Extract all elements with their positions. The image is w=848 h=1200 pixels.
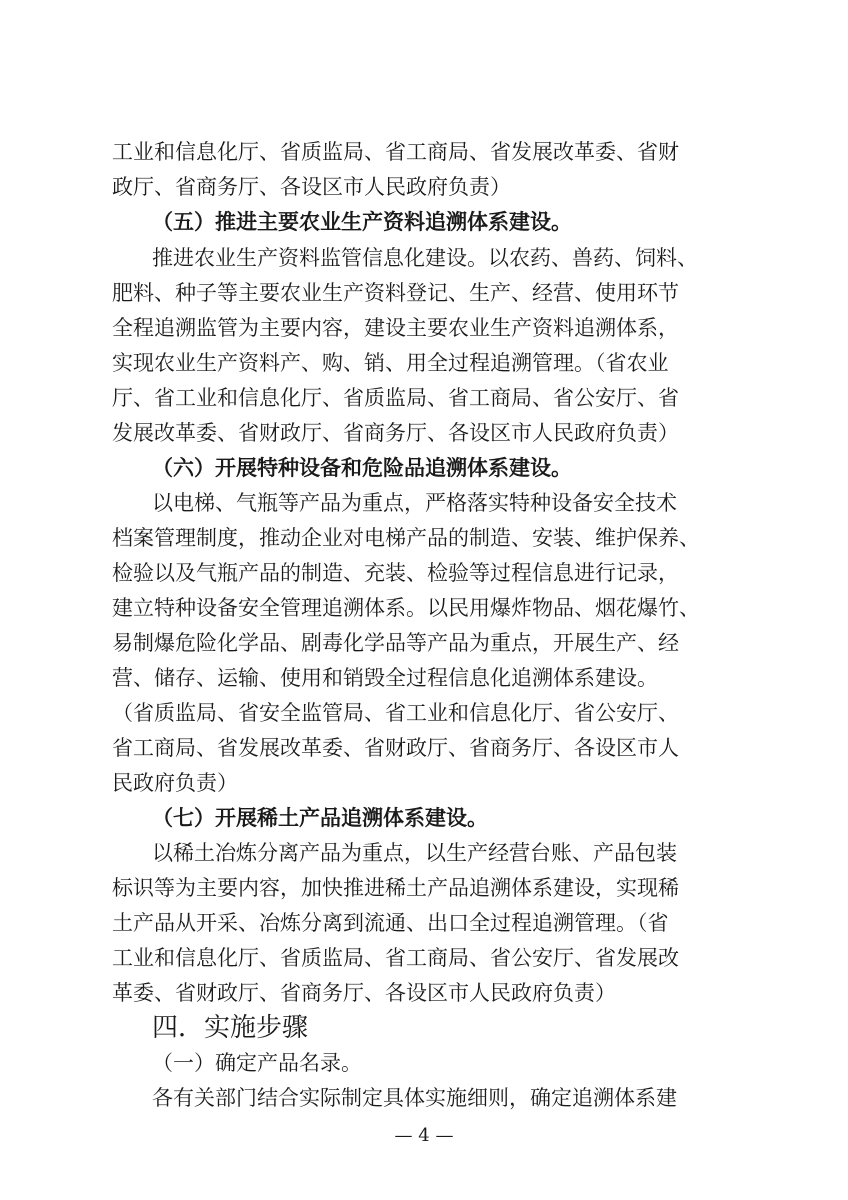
line-text: 实现农业生产资料产、购、销、用全过程追溯管理。（省农业 — [112, 351, 669, 375]
line-text: 推进农业生产资料监管信息化建设。以农药、兽药、饲料、 — [152, 246, 698, 270]
paragraph-line — [0, 521, 848, 555]
section-heading-text: （一）确定产品名录。 — [152, 1051, 362, 1075]
line-text: 工业和信息化厅、省质监局、省工商局、省发展改革委、省财 — [112, 140, 679, 164]
paragraph-line — [0, 381, 848, 415]
paragraph-line — [0, 170, 848, 204]
paragraph-line — [0, 766, 848, 800]
paragraph-line — [0, 346, 848, 380]
section-heading-text: （五）推进主要农业生产资料追溯体系建设。 — [152, 209, 572, 234]
page-number: — 4 — — [394, 1125, 454, 1146]
section-heading — [0, 1046, 848, 1080]
paragraph-line — [0, 626, 848, 660]
paragraph-line — [0, 1081, 848, 1115]
line-text: 厅、省工业和信息化厅、省质监局、省工商局、省公安厅、省 — [112, 386, 679, 410]
paragraph-line — [0, 976, 848, 1010]
paragraph-line — [0, 941, 848, 975]
line-text: 发展改革委、省财政厅、省商务厅、各设区市人民政府负责） — [112, 421, 679, 445]
line-text: 以电梯、气瓶等产品为重点，严格落实特种设备安全技术 — [152, 491, 677, 515]
line-text: 以稀土冶炼分离产品为重点，以生产经营台账、产品包装 — [152, 841, 677, 865]
line-text: 民政府负责） — [112, 771, 238, 795]
section-heading — [0, 801, 848, 835]
paragraph-line — [0, 731, 848, 765]
paragraph-line — [0, 135, 848, 169]
paragraph-line — [0, 486, 848, 520]
line-text: 易制爆危险化学品、剧毒化学品等产品为重点，开展生产、经 — [112, 631, 679, 655]
line-text: （省质监局、省安全监管局、省工业和信息化厅、省公安厅、 — [112, 701, 679, 725]
paragraph-line — [0, 591, 848, 625]
line-text: 省工商局、省发展改革委、省财政厅、省商务厅、各设区市人 — [112, 736, 679, 760]
paragraph-line — [0, 661, 848, 695]
section-heading-text: （六）开展特种设备和危险品追溯体系建设。 — [152, 455, 572, 480]
line-text: 政厅、省商务厅、各设区市人民政府负责） — [112, 175, 511, 199]
line-text: 建立特种设备安全管理追溯体系。以民用爆炸物品、烟花爆竹、 — [112, 596, 700, 620]
section-heading — [0, 205, 848, 239]
line-text: 营、储存、运输、使用和销毁全过程信息化追溯体系建设。 — [112, 666, 658, 690]
line-text: 检验以及气瓶产品的制造、充装、检验等过程信息进行记录， — [112, 561, 679, 585]
paragraph-line — [0, 416, 848, 450]
line-text: 全程追溯监管为主要内容，建设主要农业生产资料追溯体系， — [112, 316, 679, 340]
section-heading-text: （七）开展稀土产品追溯体系建设。 — [152, 805, 488, 830]
chapter-heading-text: 四．实施步骤 — [152, 1013, 309, 1043]
paragraph-line — [0, 836, 848, 870]
paragraph-line — [0, 241, 848, 275]
paragraph-line — [0, 311, 848, 345]
section-heading — [0, 451, 848, 485]
line-text: 土产品从开采、冶炼分离到流通、出口全过程追溯管理。（省 — [112, 911, 669, 935]
paragraph-line — [0, 906, 848, 940]
line-text: 肥料、种子等主要农业生产资料登记、生产、经营、使用环节 — [112, 281, 679, 305]
paragraph-line — [0, 871, 848, 905]
line-text: 档案管理制度，推动企业对电梯产品的制造、安装、维护保养、 — [112, 526, 700, 550]
line-text: 标识等为主要内容，加快推进稀土产品追溯体系建设，实现稀 — [112, 876, 679, 900]
line-text: 革委、省财政厅、省商务厅、各设区市人民政府负责） — [112, 981, 616, 1005]
paragraph-line — [0, 696, 848, 730]
line-text: 各有关部门结合实际制定具体实施细则，确定追溯体系建 — [152, 1086, 677, 1110]
paragraph-line — [0, 276, 848, 310]
line-text: 工业和信息化厅、省质监局、省工商局、省公安厅、省发展改 — [112, 946, 679, 970]
paragraph-line — [0, 556, 848, 590]
chapter-heading — [0, 1011, 848, 1045]
